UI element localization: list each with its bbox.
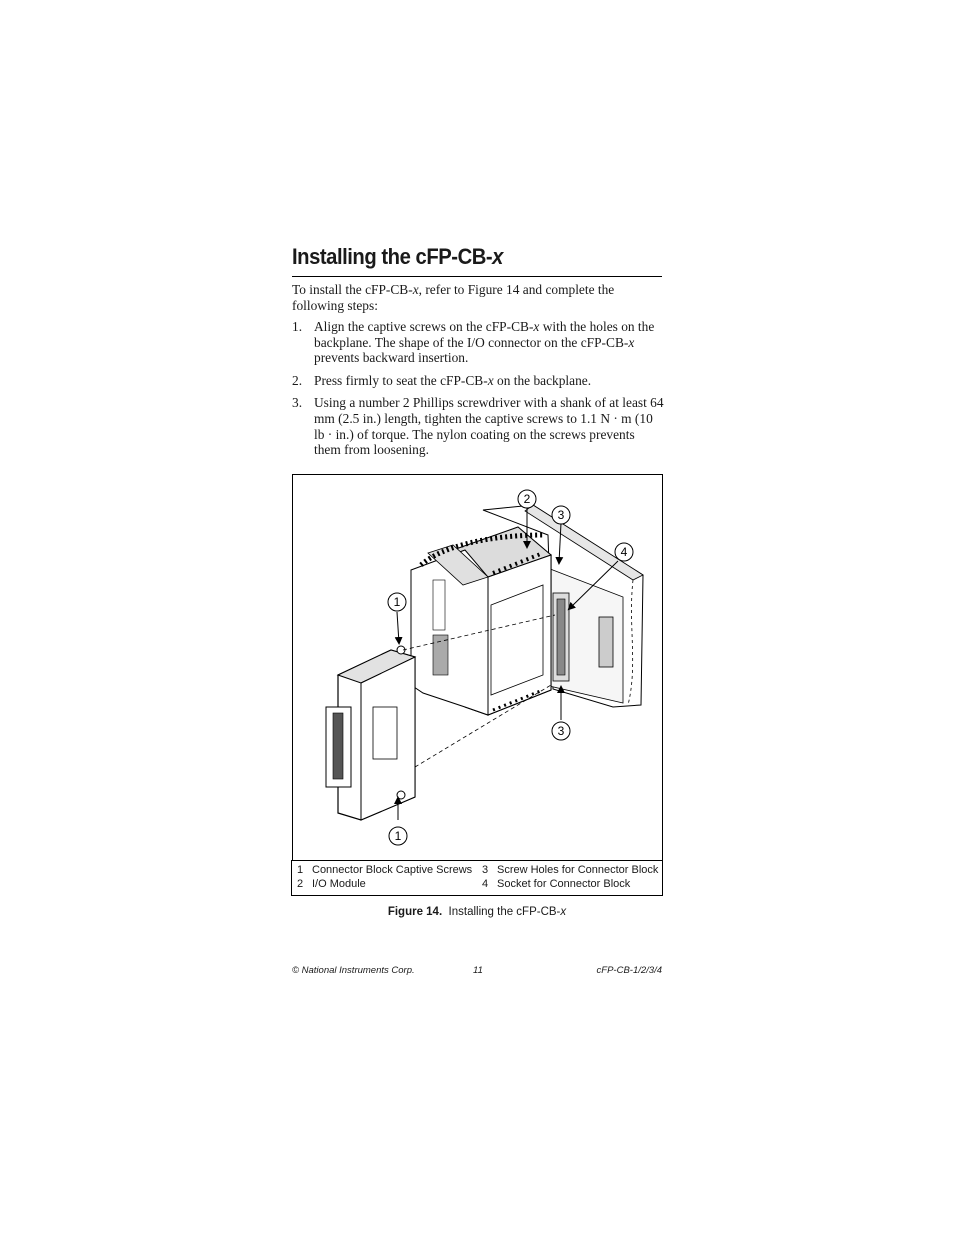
callout-1-bottom-label: 1 [394, 829, 402, 843]
step-number: 1. [292, 319, 303, 334]
callout-3-top-label: 3 [557, 508, 565, 522]
callout-4-label: 4 [620, 545, 628, 559]
legend-item: 1 Connector Block Captive Screws [297, 864, 473, 876]
footer-copyright: © National Instruments Corp. [292, 965, 415, 976]
section-heading [292, 244, 632, 270]
intro-paragraph: To install the cFP-CB-x, refer to Figure 14 and complete the following steps: [292, 282, 615, 313]
figure-frame [292, 474, 663, 860]
footer-doc-id: cFP-CB-1/2/3/4 [596, 965, 662, 976]
callout-3-bottom-label: 3 [557, 724, 565, 738]
step-number: 3. [292, 395, 303, 411]
step-item: 3. Using a number 2 Phillips screwdriver with a shank of at least 64 mm (2.5 in.) length, tighten the captive screws to 1.1 N · m (10 lb · in.) of torque. The nylon coating on the screws prevents them from loosening. [292, 395, 664, 458]
callout-2-label: 2 [523, 492, 531, 506]
heading-text: Installing the cFP-CB- [292, 244, 493, 269]
step-item: 2. Press firmly to seat the cFP-CB-x on the backplane. [292, 372, 592, 388]
step-number: 2. [292, 372, 303, 388]
step-item: 1. Align the captive screws on the cFP-CB-x with the holes on the backplane. The shape of the I/O connector on the cFP-CB-x prevents backward insertion. [292, 319, 655, 366]
installation-illustration [293, 475, 662, 860]
legend-item: 2 I/O Module [297, 878, 366, 890]
footer-page-number: 11 [473, 965, 483, 976]
figure-legend [291, 860, 663, 896]
figure-caption: Figure 14. Installing the cFP-CB-x [387, 906, 567, 918]
heading-rule [292, 276, 662, 277]
caption-label: Figure 14. [387, 906, 443, 918]
connector-block-drawing [326, 646, 415, 820]
legend-item: 3 Screw Holes for Connector Block [482, 864, 659, 876]
legend-item: 4 Socket for Connector Block [482, 878, 631, 890]
callout-1-top-label: 1 [393, 595, 401, 609]
heading-italic: x [492, 244, 503, 269]
io-module-drawing [411, 527, 551, 715]
steps-list [292, 319, 664, 465]
